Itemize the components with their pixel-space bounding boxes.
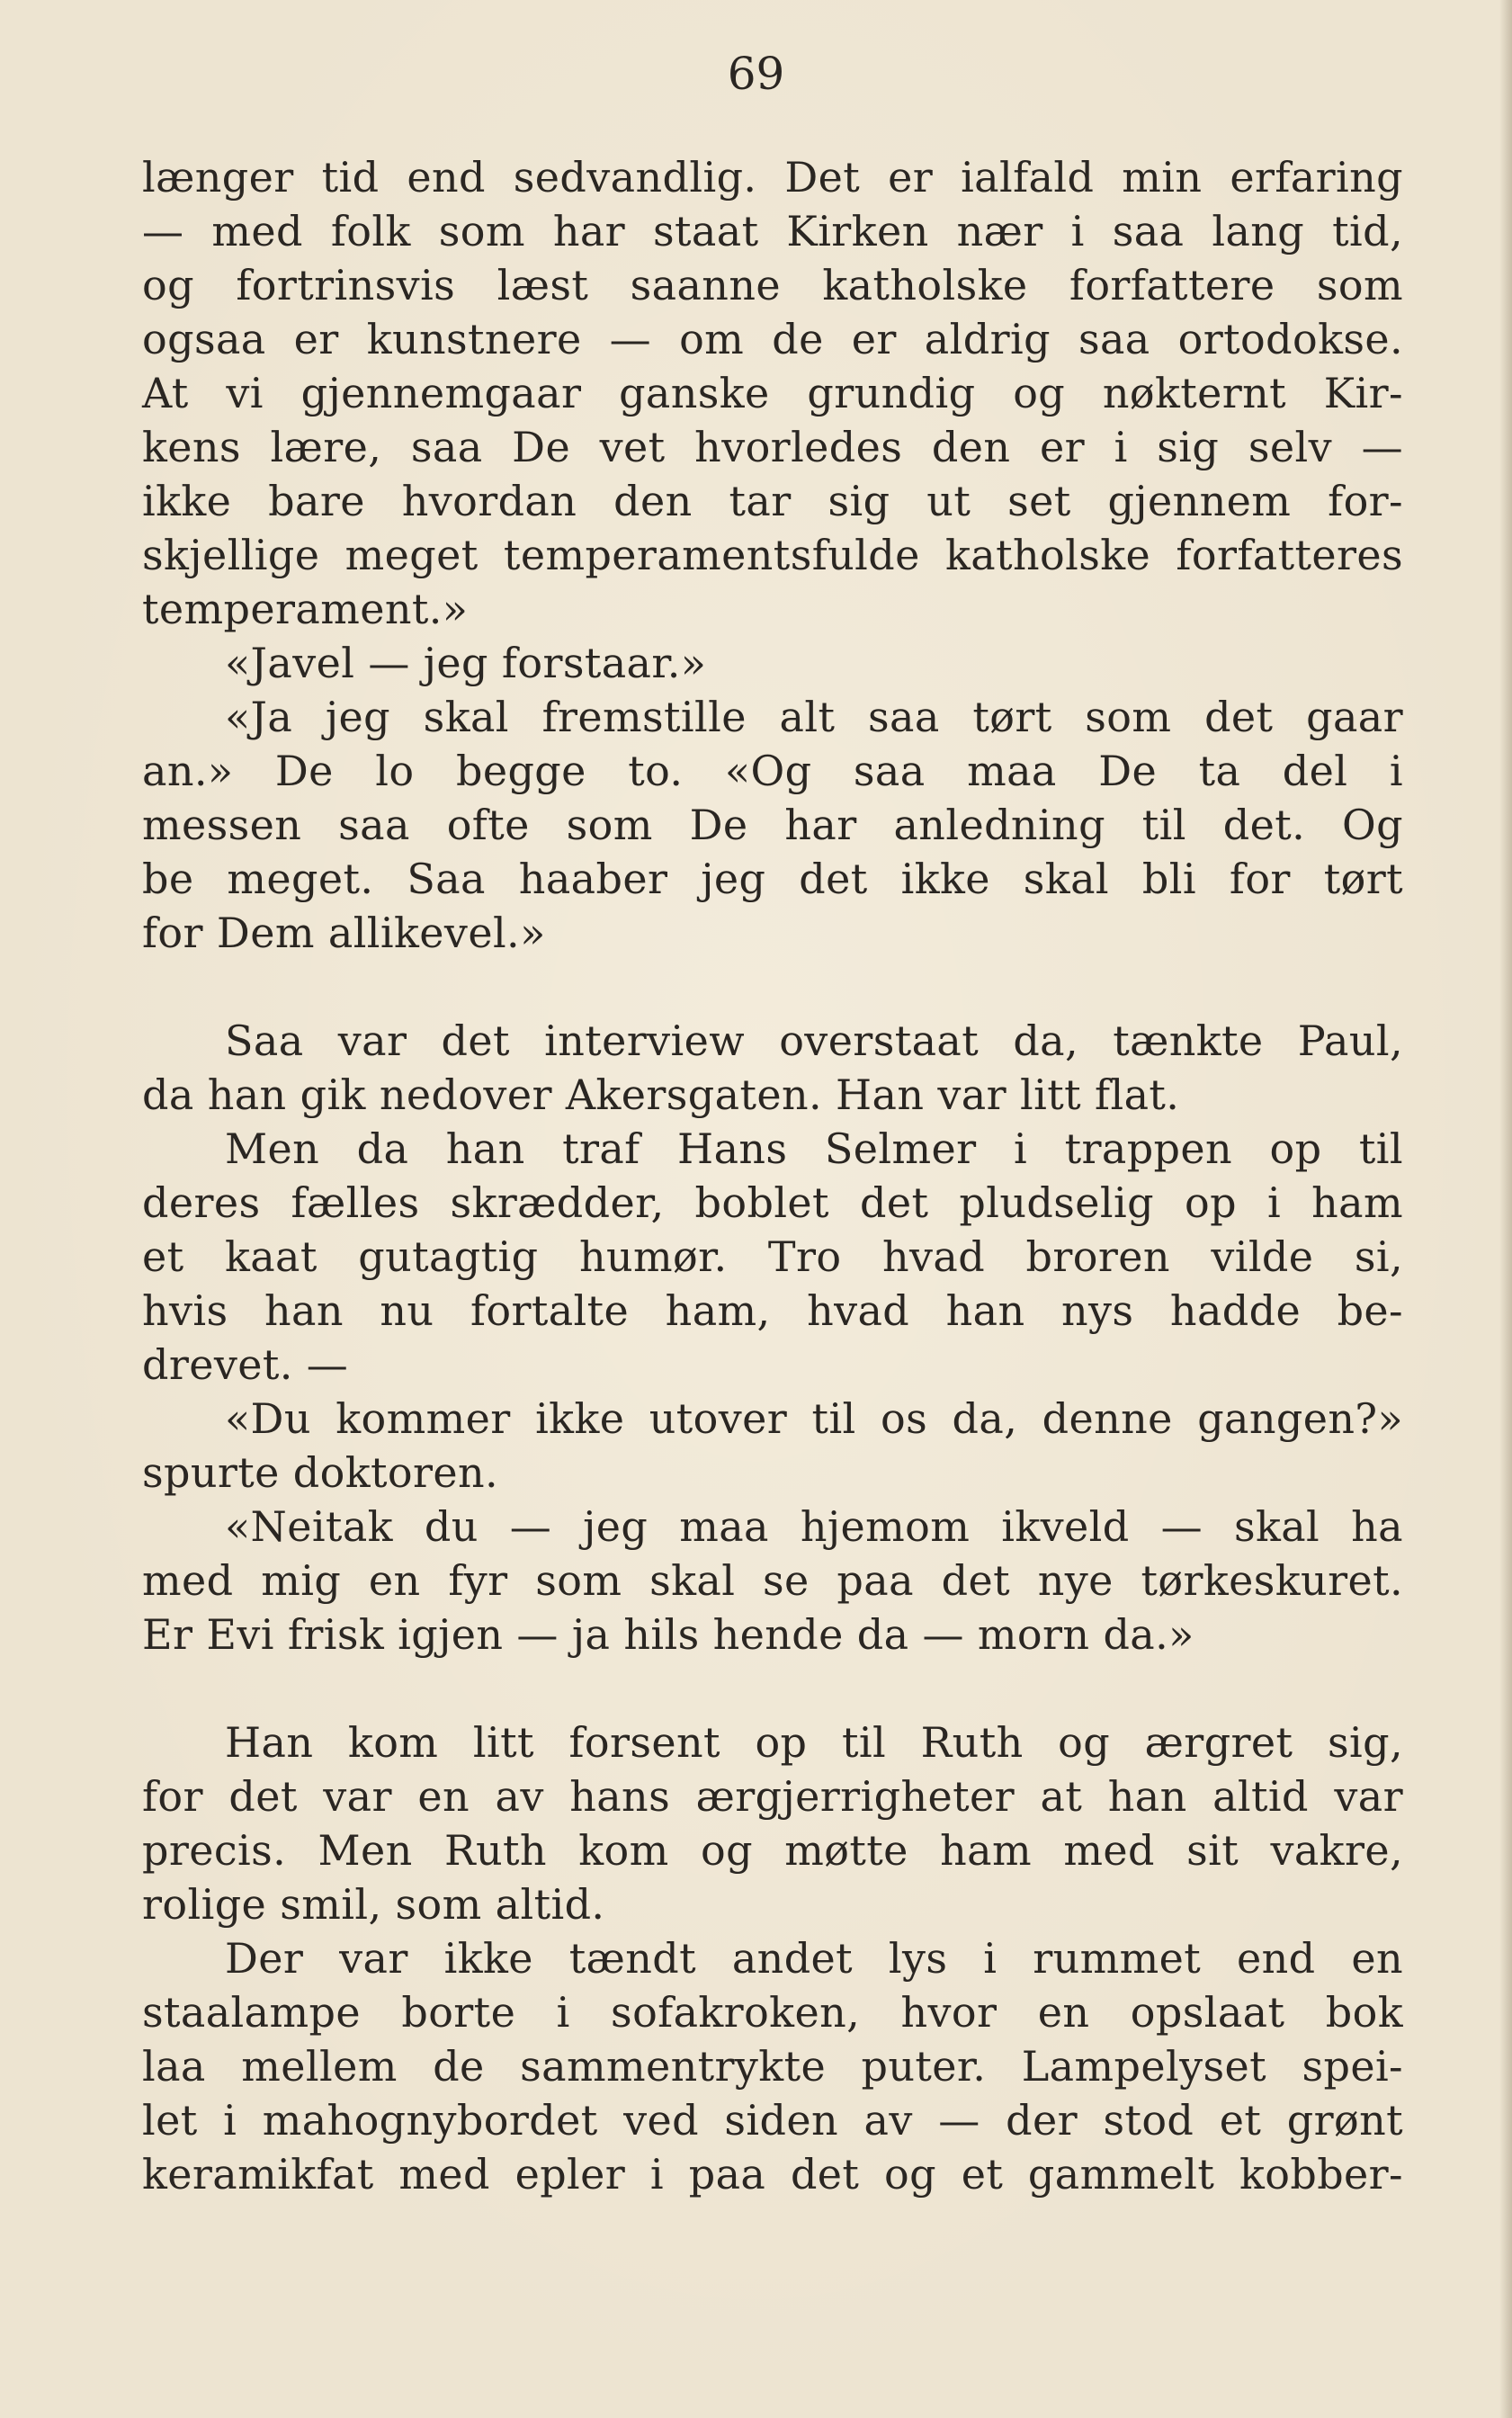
- text-line: kens lære, saa De vet hvorledes den er i sig selv —: [142, 423, 1403, 471]
- text-line: da han gik nedover Akersgaten. Han var litt flat.: [142, 1070, 1180, 1119]
- text-line: hvis han nu fortalte ham, hvad han nys hadde be-: [142, 1286, 1403, 1335]
- text-line: med mig en fyr som skal se paa det nye tørkeskuret.: [142, 1556, 1403, 1605]
- text-line: ogsaa er kunstnere — om de er aldrig saa ortodokse.: [142, 315, 1403, 363]
- paragraph: [142, 150, 1403, 636]
- text-line: laa mellem de sammentrykte puter. Lampelyset spei-: [142, 2042, 1403, 2091]
- text-line: «Ja jeg skal fremstille alt saa tørt som det gaar: [225, 693, 1403, 741]
- paragraph: [142, 1500, 1403, 1661]
- text-line: et kaat gutagtig humør. Tro hvad broren vilde si,: [142, 1232, 1403, 1281]
- text-line: keramikfat med epler i paa det og et gammelt kobber-: [142, 2150, 1403, 2199]
- text-line: temperament.»: [142, 585, 469, 633]
- text-line: for Dem allikevel.»: [142, 909, 546, 957]
- text-line: Men da han traf Hans Selmer i trappen op til: [225, 1124, 1403, 1173]
- text-line: be meget. Saa haaber jeg det ikke skal bli for tørt: [142, 855, 1403, 903]
- text-line: skjellige meget temperamentsfulde katholske forfatteres: [142, 531, 1403, 579]
- paragraph: [142, 636, 1403, 690]
- text-line: spurte doktoren.: [142, 1448, 499, 1497]
- text-line: «Du kommer ikke utover til os da, denne gangen?»: [225, 1394, 1403, 1443]
- body-text: [142, 150, 1403, 2201]
- text-line: «Javel — jeg forstaar.»: [225, 639, 707, 687]
- text-line: ikke bare hvordan den tar sig ut set gjennem for-: [142, 477, 1403, 525]
- text-line: precis. Men Ruth kom og møtte ham med sit vakre,: [142, 1826, 1403, 1875]
- text-line: for det var en av hans ærgjerrigheter at han altid var: [142, 1772, 1403, 1821]
- text-line: an.» De lo begge to. «Og saa maa De ta del i: [142, 747, 1403, 795]
- text-line: Er Evi frisk igjen — ja hils hende da — morn da.»: [142, 1610, 1194, 1659]
- text-line: Der var ikke tændt andet lys i rummet end en: [225, 1934, 1403, 1983]
- paragraph: [142, 690, 1403, 960]
- paragraph-gap: [142, 960, 1403, 1014]
- text-line: og fortrinsvis læst saanne katholske forfattere som: [142, 261, 1403, 309]
- paragraph: [142, 1931, 1403, 2201]
- text-line: let i mahognybordet ved siden av — der stod et grønt: [142, 2096, 1403, 2145]
- text-line: staalampe borte i sofakroken, hvor en opslaat bok: [142, 1988, 1403, 2037]
- text-line: rolige smil, som altid.: [142, 1880, 605, 1929]
- text-line: deres fælles skrædder, boblet det pludselig op i ham: [142, 1178, 1403, 1227]
- text-line: drevet. —: [142, 1340, 349, 1389]
- paragraph: [142, 1014, 1403, 1122]
- text-line: At vi gjennemgaar ganske grundig og nøkternt Kir-: [142, 369, 1403, 417]
- text-line: messen saa ofte som De har anledning til det. Og: [142, 801, 1403, 849]
- page-edge-shadow: [1499, 0, 1512, 2418]
- paragraph: [142, 1392, 1403, 1500]
- paragraph: [142, 1715, 1403, 1931]
- text-line: «Neitak du — jeg maa hjemom ikveld — skal ha: [225, 1502, 1403, 1551]
- text-line: — med folk som har staat Kirken nær i saa lang tid,: [142, 207, 1403, 255]
- text-line: Saa var det interview overstaat da, tænkte Paul,: [225, 1016, 1403, 1065]
- text-line: Han kom litt forsent op til Ruth og ærgret sig,: [225, 1718, 1403, 1767]
- paragraph: [142, 1122, 1403, 1392]
- text-line: længer tid end sedvandlig. Det er ialfald min erfaring: [142, 153, 1403, 202]
- paragraph-gap: [142, 1661, 1403, 1715]
- page-number: 69: [727, 48, 785, 100]
